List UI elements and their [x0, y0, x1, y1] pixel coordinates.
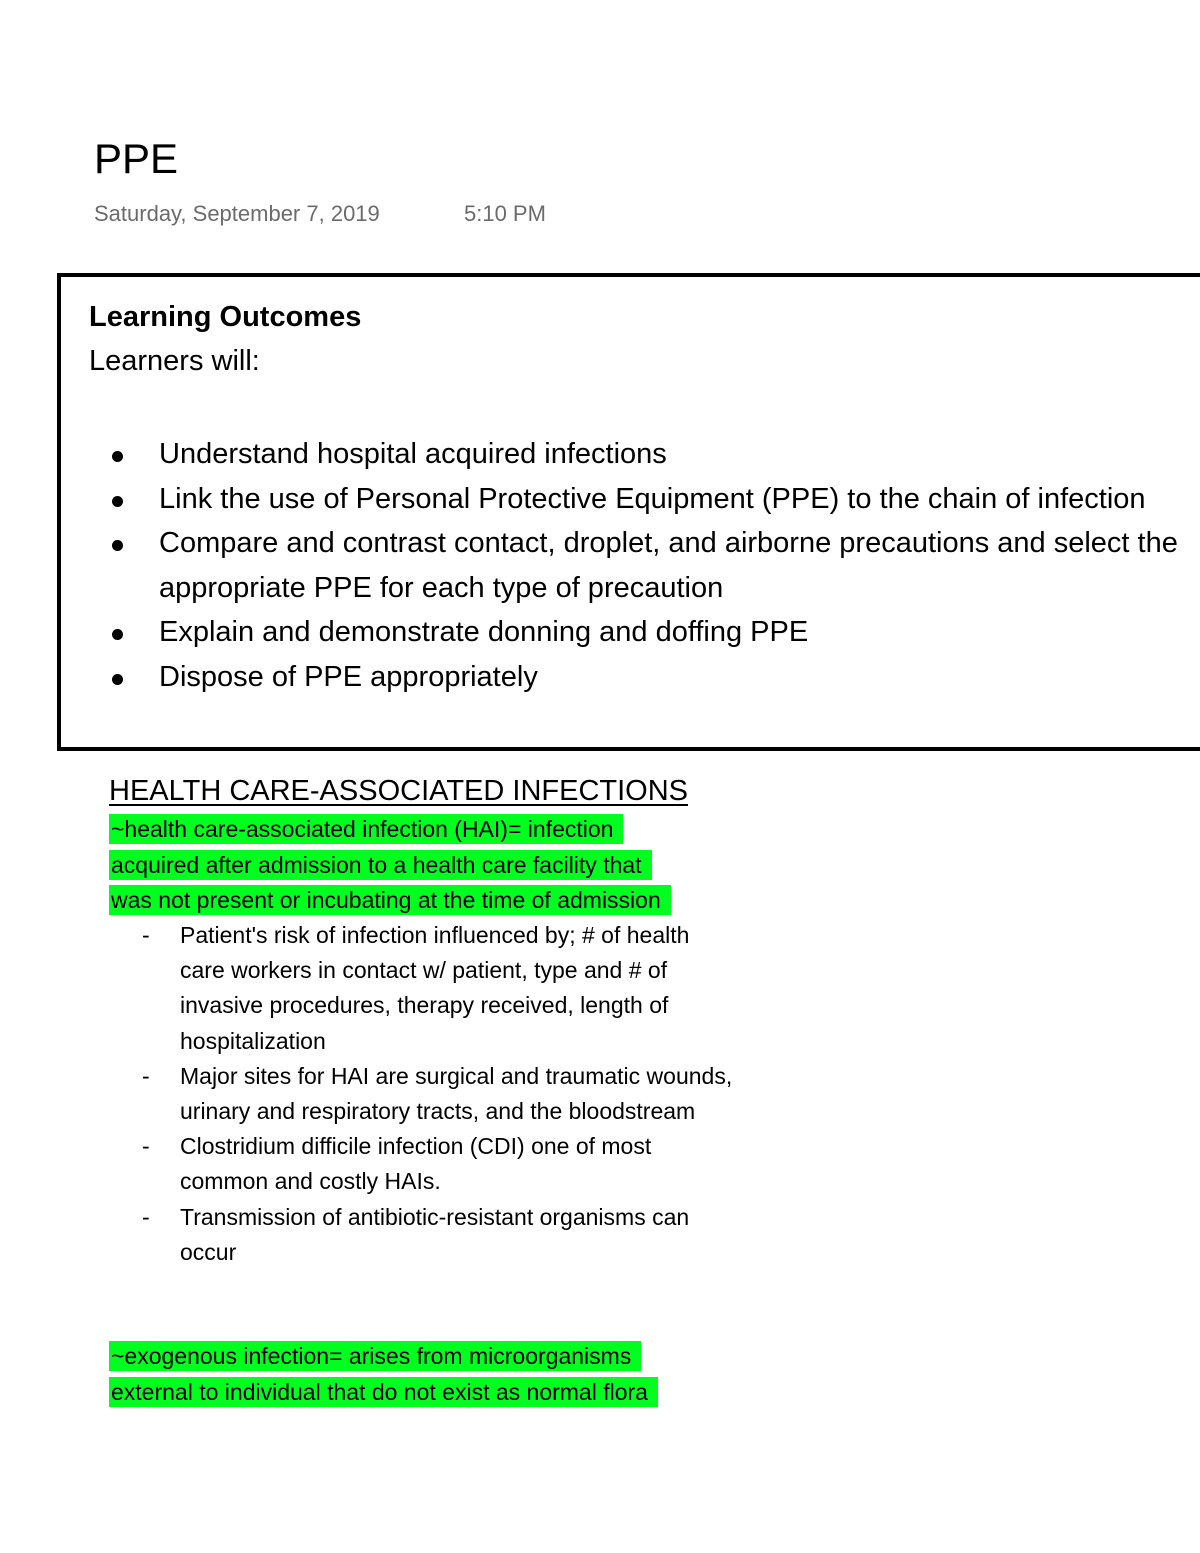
note-time: 5:10 PM — [464, 201, 546, 226]
hai-point — [140, 918, 740, 1059]
hai-point-text: Transmission of antibiotic-resistant organisms can occur — [180, 1203, 690, 1265]
dash-bullet-icon: - — [142, 1062, 150, 1089]
dash-bullet-icon: - — [142, 922, 150, 948]
dash-bullet-icon: - — [142, 1203, 150, 1230]
hai-point — [140, 1059, 740, 1129]
highlighted-text: acquired after admission to a health care facility that — [109, 850, 652, 880]
note-meta — [94, 200, 546, 228]
learning-outcomes-intro: Learners will: — [89, 345, 260, 377]
hai-definition — [109, 812, 671, 919]
hai-point — [140, 1129, 740, 1199]
outcome-text: Compare and contrast contact, droplet, and airborne precautions and select the appropriate PPE for each type of precaution — [159, 527, 1178, 604]
outcome-item — [89, 432, 1200, 477]
exogenous-infection-definition — [109, 1339, 658, 1410]
bullet-icon — [112, 540, 123, 551]
hai-point-text: Clostridium difficile infection (CDI) one of most common and costly HAIs. — [180, 1133, 652, 1195]
note-date: Saturday, September 7, 2019 — [94, 201, 380, 226]
bullet-icon — [112, 674, 123, 685]
highlighted-text: external to individual that do not exist as normal flora — [109, 1377, 658, 1407]
bullet-icon — [112, 629, 123, 640]
hai-point-text: Patient's risk of infection influenced by; # of health care workers in contact w/ patient, type and # of invasive procedures, therapy received, length of hospitalization — [180, 922, 690, 1054]
highlighted-text: ~health care-associated infection (HAI)= infection — [109, 814, 623, 844]
outcome-item — [89, 655, 1200, 700]
outcome-item — [89, 521, 1200, 610]
outcome-text: Explain and demonstrate donning and doffing PPE — [159, 616, 809, 648]
outcome-item — [89, 477, 1200, 522]
learning-outcomes-box — [57, 273, 1200, 751]
hai-points-list — [140, 918, 760, 1270]
learning-outcomes-list — [89, 432, 1200, 699]
hai-section-heading: HEALTH CARE-ASSOCIATED INFECTIONS — [109, 775, 688, 807]
dash-bullet-icon: - — [142, 1133, 150, 1160]
bullet-icon — [112, 451, 123, 462]
highlighted-text: was not present or incubating at the time of admission — [109, 885, 671, 915]
outcome-text: Understand hospital acquired infections — [159, 438, 667, 470]
outcome-text: Link the use of Personal Protective Equipment (PPE) to the chain of infection — [159, 482, 1146, 515]
page-title: PPE — [94, 135, 179, 182]
outcome-text: Dispose of PPE appropriately — [159, 660, 538, 693]
outcome-item — [89, 610, 1200, 655]
hai-point — [140, 1200, 740, 1270]
hai-point-text: Major sites for HAI are surgical and traumatic wounds, urinary and respiratory tracts, and the bloodstream — [180, 1062, 733, 1125]
highlighted-text: ~exogenous infection= arises from microorganisms — [109, 1341, 641, 1371]
learning-outcomes-heading: Learning Outcomes — [89, 301, 362, 333]
bullet-icon — [112, 496, 123, 507]
